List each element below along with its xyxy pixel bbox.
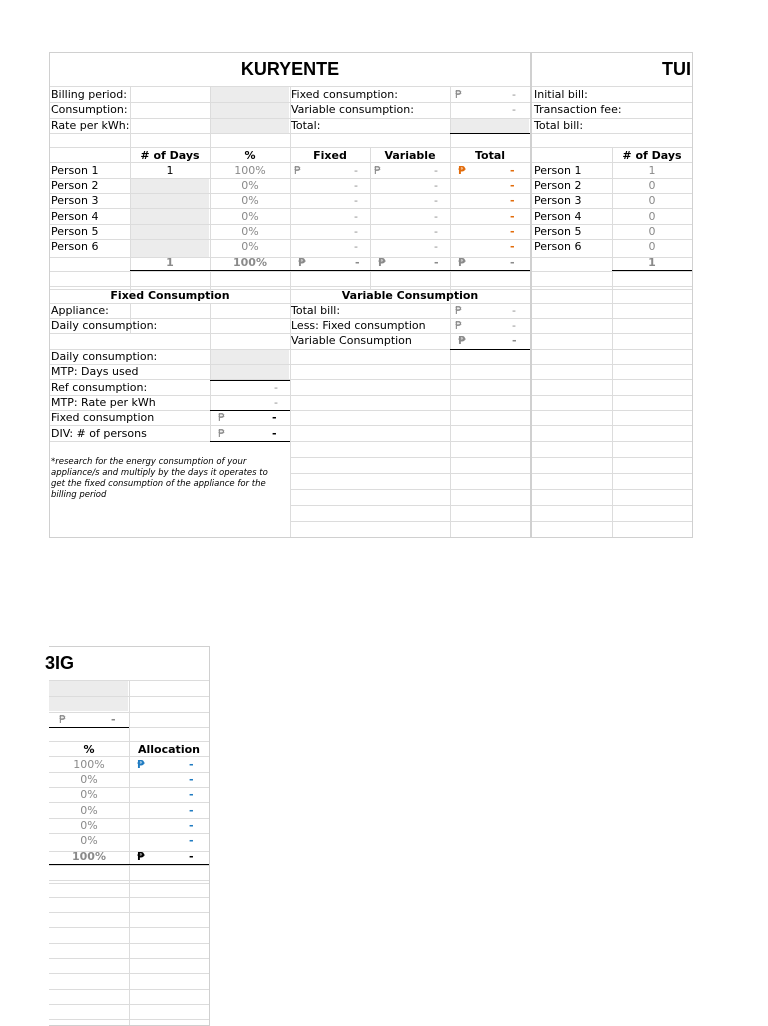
vc-variable-value: -: [512, 334, 517, 347]
person-pct: 0%: [241, 179, 259, 192]
tubig-person-pct: 0%: [80, 788, 98, 801]
transaction-fee-label: Transaction fee:: [534, 103, 622, 116]
total-fixed: -: [355, 256, 360, 269]
vc-total-bill-value: -: [512, 304, 516, 317]
person-total: -: [510, 164, 515, 177]
person-total: -: [510, 225, 515, 238]
tubig-bill-value: -: [111, 713, 116, 726]
tubig-person-days: 0: [648, 225, 656, 238]
tubig-person-days: 0: [648, 194, 656, 207]
person-pct: 0%: [241, 194, 259, 207]
person-name: Person 6: [51, 240, 99, 253]
calc-fixed-consumption-label: Fixed consumption: [51, 411, 155, 424]
person-fixed: -: [354, 194, 358, 207]
appliance-label: Appliance:: [51, 304, 109, 317]
person-variable: -: [434, 179, 438, 192]
tubig-person-pct: 100%: [73, 758, 105, 771]
tubig-person-name: Person 6: [534, 240, 582, 253]
col-header-days: # of Days: [140, 149, 200, 162]
variable-consumption-label: Variable consumption:: [291, 103, 414, 116]
person-total: -: [510, 194, 515, 207]
person-variable: -: [434, 210, 438, 223]
calc-fixed-value: -: [272, 411, 277, 424]
tubig-person-pct: 0%: [80, 819, 98, 832]
person-fixed: -: [354, 164, 358, 177]
billing-input-cells[interactable]: [210, 87, 289, 133]
calc-days-used-label: MTP: Days used: [51, 365, 139, 378]
person-fixed: -: [354, 210, 358, 223]
total-bill-label: Total bill:: [534, 119, 584, 132]
tubig-person-pct: 0%: [80, 773, 98, 786]
tubig-person-alloc: -: [189, 773, 194, 786]
research-note: *research for the energy consumption of your appliance/s and multiply by the days it operates to get the fixed consumption of the appliance for the billing period: [51, 457, 268, 500]
person-fixed-currency: ₱: [294, 164, 301, 177]
person-name: Person 3: [51, 194, 99, 207]
calc-ref-consumption-label: Ref consumption:: [51, 381, 148, 394]
tubig-person-alloc: -: [189, 804, 194, 817]
tubig-person-days: 1: [648, 164, 656, 177]
person-pct: 0%: [241, 225, 259, 238]
total-pct: 100%: [233, 256, 267, 269]
consumption-label: Consumption:: [51, 103, 128, 116]
person-variable: -: [434, 240, 438, 253]
vc-total-bill-label: Total bill:: [291, 304, 341, 317]
tubig-person-alloc: -: [189, 834, 194, 847]
total-total-currency: ₱: [458, 256, 466, 269]
vc-less-fixed-value: -: [512, 319, 516, 332]
tubig-total-alloc: -: [189, 850, 194, 863]
col-header-total: Total: [474, 149, 506, 162]
vc-total-bill-currency: ₱: [455, 304, 462, 317]
tubig-person-days: 0: [648, 240, 656, 253]
kuryente-title: KURYENTE: [240, 59, 340, 79]
tubig-col-header-allocation: Allocation: [138, 743, 200, 756]
person-total: -: [510, 179, 515, 192]
person-name: Person 4: [51, 210, 99, 223]
person-total-currency: ₱: [458, 164, 466, 177]
tubig-total-alloc-currency: ₱: [137, 850, 145, 863]
variable-consumption-header: Variable Consumption: [341, 289, 479, 302]
calc-rate-label: MTP: Rate per kWh: [51, 396, 156, 409]
tubig-person-alloc: -: [189, 819, 194, 832]
total-variable: -: [434, 256, 439, 269]
person-days[interactable]: 1: [166, 164, 174, 177]
tubig-person-name: Person 1: [534, 164, 582, 177]
tubig-total-days: 1: [648, 256, 656, 269]
tubig-title: TUI: [662, 59, 691, 79]
person-name: Person 2: [51, 179, 99, 192]
vc-less-fixed-currency: ₱: [455, 319, 462, 332]
days-input-cells[interactable]: [130, 178, 209, 257]
total-variable-currency: ₱: [378, 256, 386, 269]
person-fixed: -: [354, 225, 358, 238]
col-header-variable: Variable: [384, 149, 436, 162]
person-variable: -: [434, 225, 438, 238]
fixed-consumption-header: Fixed Consumption: [110, 289, 230, 302]
tubig-person-alloc-currency: ₱: [137, 758, 145, 771]
person-pct: 100%: [234, 164, 266, 177]
person-name: Person 1: [51, 164, 99, 177]
total-label: Total:: [291, 119, 321, 132]
tubig-person-alloc: -: [189, 788, 194, 801]
tubig-title-continued: 3IG: [45, 653, 75, 673]
fixed-consumption-currency: ₱: [455, 88, 462, 101]
calc-daily-consumption-label: Daily consumption:: [51, 350, 158, 363]
kuryente-sheet: [49, 52, 531, 538]
fixed-consumption-label: Fixed consumption:: [291, 88, 398, 101]
tubig-person-name: Person 4: [534, 210, 582, 223]
total-total: -: [510, 256, 515, 269]
tubig-person-pct: 0%: [80, 834, 98, 847]
calc-fixed-currency: ₱: [218, 411, 225, 424]
tubig-person-name: Person 5: [534, 225, 582, 238]
person-variable-currency: ₱: [374, 164, 381, 177]
tubig-sheet-page2: [45, 646, 210, 1026]
tubig-person-days: 0: [648, 179, 656, 192]
col-header-fixed: Fixed: [313, 149, 347, 162]
vc-variable-label: Variable Consumption: [291, 334, 412, 347]
calc-persons-currency: ₱: [218, 427, 225, 440]
daily-consumption-label: Daily consumption:: [51, 319, 158, 332]
total-input-cell[interactable]: [450, 118, 529, 133]
person-fixed: -: [354, 179, 358, 192]
tubig-col-header-pct: %: [83, 743, 95, 756]
fixed-consumption-value: -: [512, 88, 516, 101]
tubig-person-alloc: -: [189, 758, 194, 771]
tubig-sheet-right: [531, 52, 693, 538]
person-pct: 0%: [241, 240, 259, 253]
tubig-total-pct: 100%: [72, 850, 106, 863]
calc-rate-value: -: [274, 396, 278, 409]
calc-ref-consumption-value: -: [274, 381, 278, 394]
person-total: -: [510, 210, 515, 223]
rate-per-kwh-label: Rate per kWh:: [51, 119, 130, 132]
tubig-person-days: 0: [648, 210, 656, 223]
col-header-pct: %: [244, 149, 256, 162]
calc-persons-value: -: [272, 427, 277, 440]
tubig-person-pct: 0%: [80, 804, 98, 817]
total-days: 1: [166, 256, 174, 269]
initial-bill-label: Initial bill:: [534, 88, 588, 101]
person-name: Person 5: [51, 225, 99, 238]
person-pct: 0%: [241, 210, 259, 223]
tubig-person-name: Person 2: [534, 179, 582, 192]
person-variable: -: [434, 194, 438, 207]
variable-consumption-value: -: [512, 103, 516, 116]
total-fixed-currency: ₱: [298, 256, 306, 269]
vc-variable-currency: ₱: [458, 334, 466, 347]
person-total: -: [510, 240, 515, 253]
billing-period-label: Billing period:: [51, 88, 127, 101]
tubig-col-header-days: # of Days: [622, 149, 682, 162]
person-fixed: -: [354, 240, 358, 253]
calc-persons-label: DIV: # of persons: [51, 427, 147, 440]
tubig-person-name: Person 3: [534, 194, 582, 207]
person-variable: -: [434, 164, 438, 177]
tubig-bill-currency: ₱: [59, 713, 66, 726]
vc-less-fixed-label: Less: Fixed consumption: [291, 319, 426, 332]
